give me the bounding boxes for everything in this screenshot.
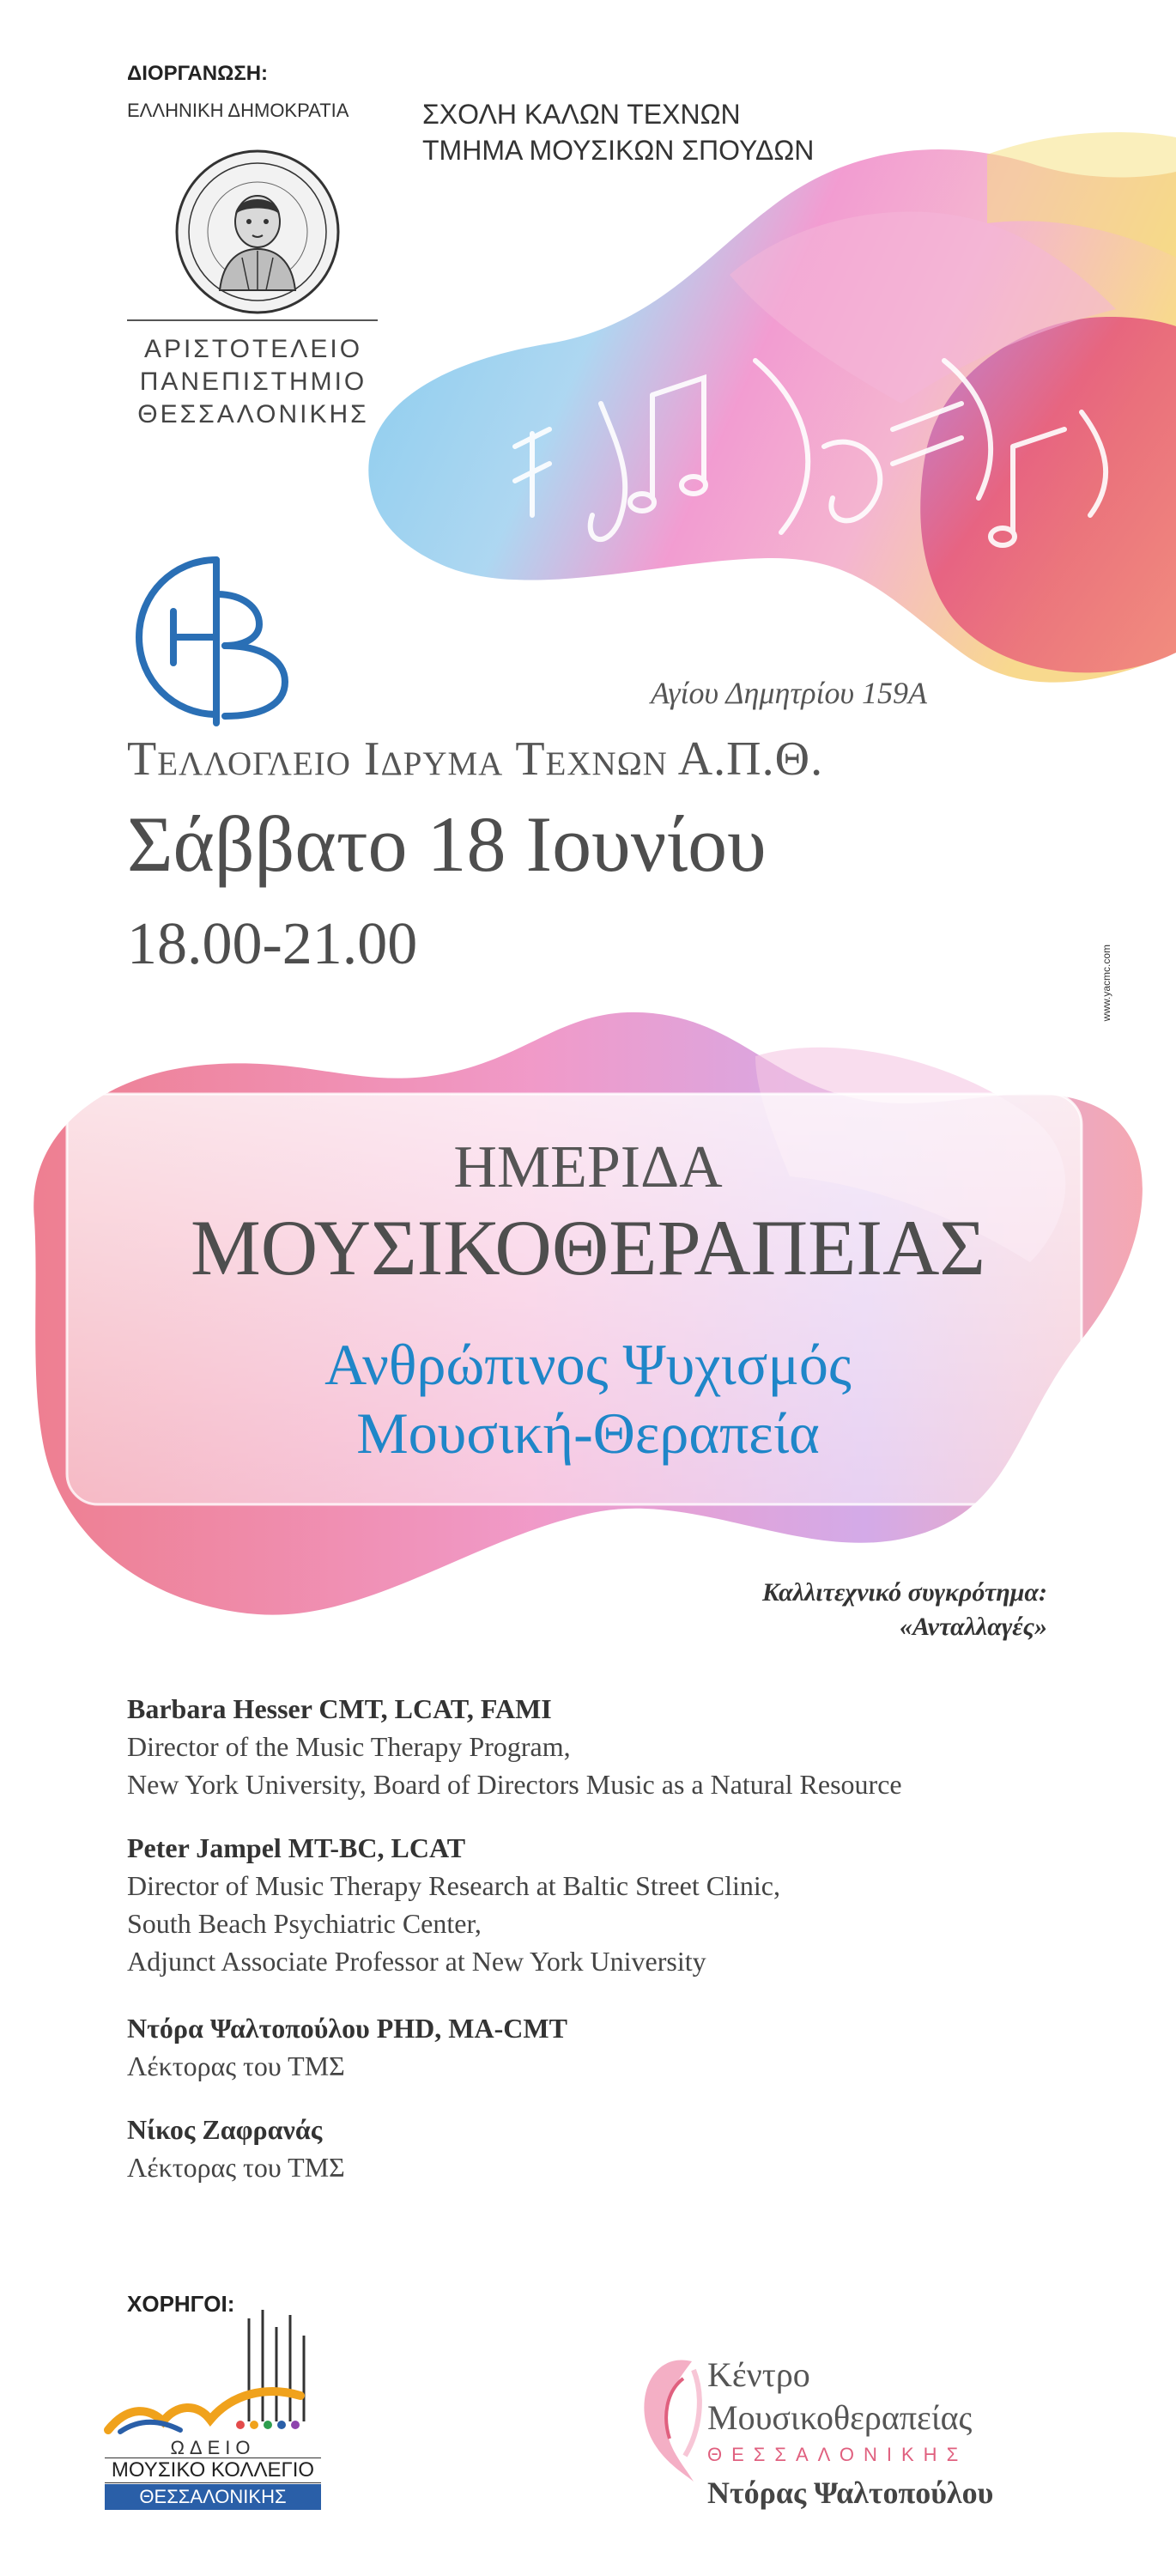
speaker-detail: Adjunct Associate Professor at New York University (127, 1946, 706, 1977)
center-city: ΘΕΣΣΑΛΟΝΙΚΗΣ (707, 2444, 968, 2465)
university-name (120, 333, 386, 431)
venue-name: Τελλογλειο Ιδρυμα Τεχνων Α.Π.Θ. (127, 732, 824, 786)
department-name: ΤΜΗΜΑ ΜΟΥΣΙΚΩΝ ΣΠΟΥΔΩΝ (422, 135, 815, 166)
center-name-line2: Μουσικοθεραπείας (707, 2398, 973, 2437)
college-city: ΘΕΣΣΑΛΟΝΙΚΗΣ (105, 2484, 321, 2510)
university-name-line: ΘΕΣΣΑΛΟΝΙΚΗΣ (137, 400, 369, 428)
website-credit: www.yacmc.com (1100, 945, 1112, 1022)
college-name: ΜΟΥΣΙΚΟ ΚΟΛΛΕΓΙΟ (105, 2458, 321, 2483)
speaker-entry (127, 2111, 1088, 2186)
event-date: Σάββατο 18 Ιουνίου (127, 800, 767, 888)
speaker-detail: Λέκτορας του ΤΜΣ (127, 2050, 345, 2081)
organization-label: ΔΙΟΡΓΑΝΩΣΗ: (127, 62, 269, 85)
speaker-entry (127, 1829, 1088, 1980)
speaker-detail: New York University, Board of Directors Music as a Natural Resource (127, 1769, 902, 1800)
event-theme-line2: Μουσική-Θεραπεία (356, 1400, 820, 1466)
venue-address: Αγίου Δημητρίου 159Α (650, 676, 927, 710)
speaker-entry (127, 2009, 1088, 2085)
speaker-detail: Director of the Music Therapy Program, (127, 1731, 571, 1762)
center-founder: Ντόρας Ψαλτοπούλου (707, 2476, 994, 2510)
speaker-detail: Director of Music Therapy Research at Baltic Street Clinic, (127, 1870, 780, 1901)
music-therapy-center-logo-icon (632, 2344, 709, 2490)
speaker-entry (127, 1690, 1088, 1803)
center-name-line1: Κέντρο (707, 2355, 810, 2394)
ensemble-info (601, 1576, 1047, 1644)
speaker-detail: South Beach Psychiatric Center, (127, 1908, 482, 1939)
event-time: 18.00-21.00 (127, 911, 418, 977)
music-college-logo-icon (103, 2301, 352, 2439)
sponsors-label: ΧΟΡΗΓΟΙ: (127, 2291, 235, 2317)
college-label-top: ΩΔΕΙΟ (170, 2437, 256, 2458)
event-theme-line1: Ανθρώπινος Ψυχισμός (324, 1332, 852, 1397)
event-title-line2: ΜΟΥΣΙΚΟΘΕΡΑΠΕΙΑΣ (191, 1204, 985, 1291)
university-name-line: ΠΑΝΕΠΙΣΤΗΜΙΟ (139, 368, 367, 396)
speaker-name: Peter Jampel MT-BC, LCAT (127, 1832, 466, 1863)
speaker-name: Ντόρα Ψαλτοπούλου PHD, MA-CMT (127, 2013, 567, 2044)
ensemble-label: Καλλιτεχνικό συγκρότημα: (761, 1578, 1047, 1607)
university-seal-icon (172, 146, 343, 318)
school-department (422, 96, 814, 168)
speaker-detail: Λέκτορας του ΤΜΣ (127, 2152, 345, 2183)
university-name-line: ΑΡΙΣΤΟΤΕΛΕΙΟ (143, 335, 363, 363)
foundation-logo-icon (122, 543, 319, 733)
speaker-name: Barbara Hesser CMT, LCAT, FAMI (127, 1693, 552, 1724)
school-name: ΣΧΟΛΗ ΚΑΛΩΝ ΤΕΧΝΩΝ (422, 99, 741, 130)
speaker-name: Νίκος Ζαφρανάς (127, 2114, 323, 2145)
event-title-line1: ΗΜΕΡΙΔΑ (453, 1134, 723, 1200)
ensemble-name: «Ανταλλαγές» (900, 1613, 1047, 1641)
divider (127, 319, 378, 321)
government-label: ΕΛΛΗΝΙΚΗ ΔΗΜΟΚΡΑΤΙΑ (127, 100, 349, 121)
